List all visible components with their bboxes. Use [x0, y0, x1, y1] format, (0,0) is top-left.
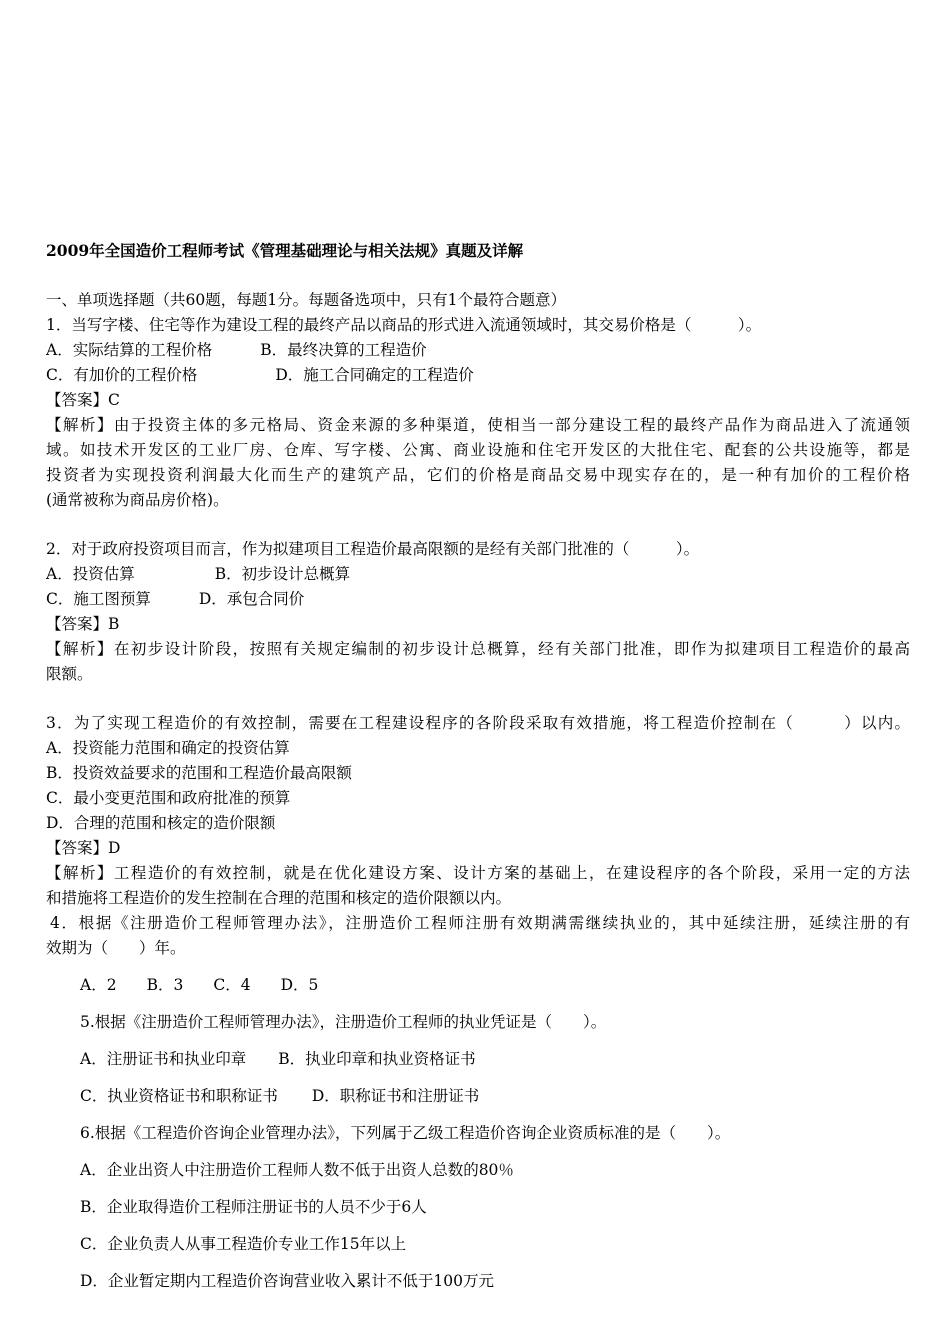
- q2-option-b: B．初步设计总概算: [214, 565, 351, 583]
- q3-analysis-line: 【解析】工程造价的有效控制，就是在优化建设方案、设计方案的基础上，在建设程序的各个阶段，采用一定的方法: [46, 864, 910, 882]
- q1-analysis-line: (通常被称为商品房价格)。: [46, 491, 229, 509]
- q6-option-c: C．企业负责人从事工程造价专业工作15年以上: [80, 1235, 407, 1253]
- q4-option-d: D．5: [280, 976, 319, 994]
- q1-analysis-line: 投资者为实现投资利润最大化而生产的建筑产品，它们的价格是商品交易中现实存在的，是一种有加价的工程价格: [46, 466, 910, 484]
- q1-options-row1: [46, 338, 910, 363]
- q6-stem: 6.根据《工程造价咨询企业管理办法》，下列属于乙级工程造价咨询企业资质标准的是（ ）。: [80, 1124, 731, 1142]
- q2-analysis-line: 限额。: [46, 665, 93, 683]
- q4-option-b: B．3: [146, 976, 184, 994]
- q5-option-d: D．职称证书和注册证书: [311, 1087, 480, 1105]
- q1-answer: 【答案】C: [46, 391, 120, 409]
- q4-options: [80, 973, 910, 998]
- q1-option-b: B．最终决算的工程造价: [260, 341, 427, 359]
- section-heading: 一、单项选择题（共60题，每题1分。每题备选项中，只有1个最符合题意）: [46, 291, 566, 309]
- q5-option-b: B．执业印章和执业资格证书: [278, 1050, 476, 1068]
- q2-analysis-line: 【解析】在初步设计阶段，按照有关规定编制的初步设计总概算，经有关部门批准，即作为拟建项目工程造价的最高: [46, 640, 910, 658]
- q5-option-a: A．注册证书和执业印章: [80, 1050, 247, 1068]
- q4-option-a: A．2: [80, 976, 117, 994]
- q2-options-row2: [46, 587, 910, 612]
- q3-option-d: D．合理的范围和核定的造价限额: [46, 814, 276, 832]
- q3-option-b: B．投资效益要求的范围和工程造价最高限额: [46, 764, 352, 782]
- q3-option-c: C．最小变更范围和政府批准的预算: [46, 789, 291, 807]
- q2-option-a: A．投资估算: [46, 565, 135, 583]
- q1-options-row2: [46, 363, 910, 388]
- q1-option-c: C．有加价的工程价格: [46, 366, 198, 384]
- q1-option-d: D．施工合同确定的工程造价: [275, 366, 474, 384]
- q5-option-c: C．执业资格证书和职称证书: [80, 1087, 278, 1105]
- q3-answer: 【答案】D: [46, 839, 121, 857]
- q5-options-row1: [80, 1047, 910, 1072]
- q3-option-a: A．投资能力范围和确定的投资估算: [46, 739, 290, 757]
- q5-stem: 5.根据《注册造价工程师管理办法》，注册造价工程师的执业凭证是（ ）。: [80, 1013, 607, 1031]
- document-title: 2009年全国造价工程师考试《管理基础理论与相关法规》真题及详解: [46, 241, 524, 260]
- q3-stem: 3．为了实现工程造价的有效控制，需要在工程建设程序的各阶段采取有效措施，将工程造价控制在（ ）以内。: [46, 714, 910, 732]
- q5-options-row2: [80, 1084, 910, 1109]
- q2-stem: 2．对于政府投资项目而言，作为拟建项目工程造价最高限额的是经有关部门批准的（ ）。: [46, 540, 700, 558]
- q4-option-c: C．4: [213, 976, 251, 994]
- q4-stem-line: 效期为（ ）年。: [46, 939, 186, 957]
- q3-analysis-line: 和措施将工程造价的发生控制在合理的范围和核定的造价限额以内。: [46, 889, 512, 907]
- q1-analysis-line: 【解析】由于投资主体的多元格局、资金来源的多种渠道，使相当一部分建设工程的最终产品作为商品进入了流通领: [46, 416, 910, 434]
- q6-option-b: B．企业取得造价工程师注册证书的人员不少于6人: [80, 1198, 427, 1216]
- q1-option-a: A．实际结算的工程价格: [46, 341, 213, 359]
- q2-option-c: C．施工图预算: [46, 590, 151, 608]
- q4-stem-line: 4．根据《注册造价工程师管理办法》，注册造价工程师注册有效期满需继续执业的，其中延续注册，延续注册的有: [50, 914, 910, 932]
- q2-answer: 【答案】B: [46, 615, 120, 633]
- q6-option-a: A．企业出资人中注册造价工程师人数不低于出资人总数的80％: [80, 1161, 514, 1179]
- q1-analysis-line: 域。如技术开发区的工业厂房、仓库、写字楼、公寓、商业设施和住宅开发区的大批住宅、配套的公共设施等，都是: [46, 441, 910, 459]
- q1-stem: 1．当写字楼、住宅等作为建设工程的最终产品以商品的形式进入流通领域时，其交易价格是（ ）。: [46, 316, 762, 334]
- q2-options-row1: [46, 562, 910, 587]
- q6-option-d: D．企业暂定期内工程造价咨询营业收入累计不低于100万元: [80, 1272, 495, 1290]
- q2-option-d: D．承包合同价: [198, 590, 305, 608]
